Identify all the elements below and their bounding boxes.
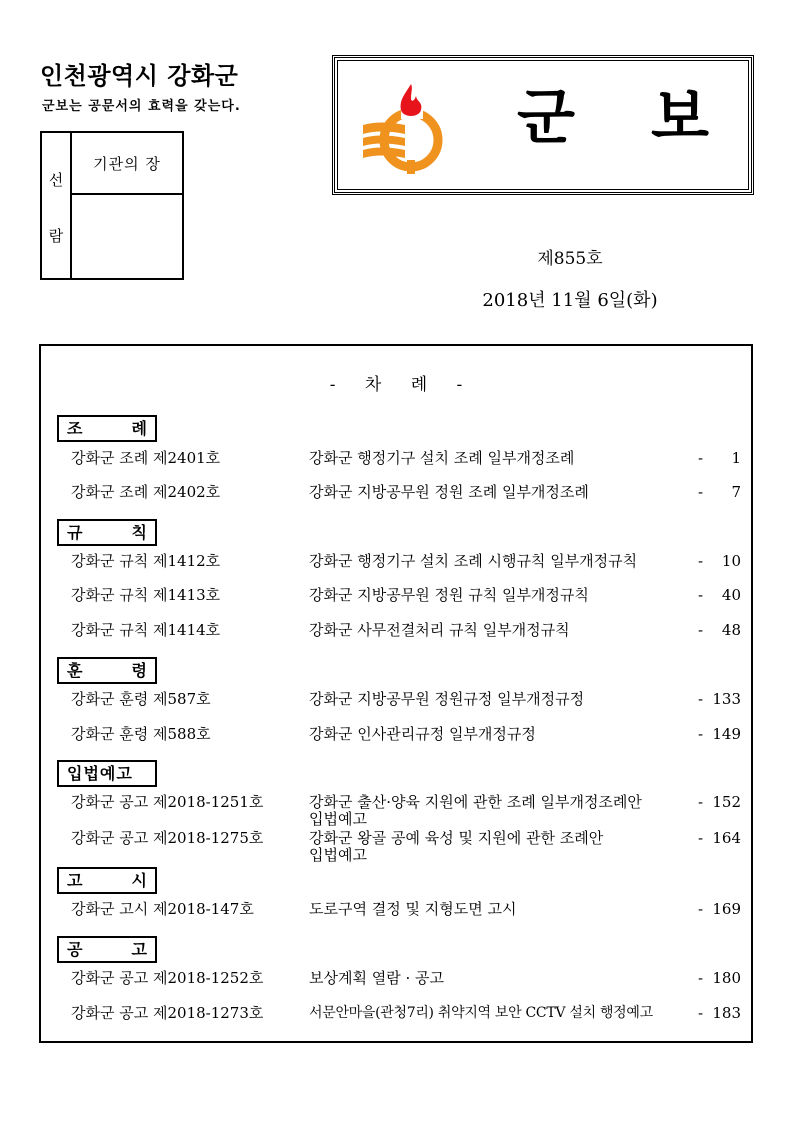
entry-number: 강화군 조례 제2402호 bbox=[71, 483, 221, 501]
entry-number: 강화군 규칙 제1414호 bbox=[71, 621, 221, 639]
entry-page: 133 bbox=[712, 690, 741, 708]
category-directive: 훈 령 bbox=[57, 657, 157, 684]
entry-title: 강화군 인사관리규정 일부개정규정 bbox=[309, 725, 536, 743]
entry-title: 강화군 행정기구 설치 조례 시행규칙 일부개정규칙 bbox=[309, 552, 638, 570]
circulation-side-label bbox=[42, 133, 72, 278]
masthead bbox=[332, 55, 754, 195]
category-legislative-notice: 입법예고 bbox=[57, 760, 157, 787]
circulation-box bbox=[40, 131, 184, 280]
entry-title: 보상계획 열람 · 공고 bbox=[309, 969, 444, 987]
category-regulation: 규 칙 bbox=[57, 519, 157, 546]
entry-title: 강화군 출산·양육 지원에 관한 조례 일부개정조례안 bbox=[309, 793, 642, 811]
masthead-title-char-1: 군 bbox=[517, 83, 575, 153]
issue-number: 제855호 bbox=[537, 249, 603, 269]
entry-number: 강화군 공고 제2018-1273호 bbox=[71, 1004, 264, 1022]
entry-title: 강화군 지방공무원 정원 조례 일부개정조례 bbox=[309, 483, 589, 501]
masthead-title-char-2: 보 bbox=[651, 83, 709, 153]
entry-page: 180 bbox=[712, 969, 741, 987]
category-announcement: 공 고 bbox=[57, 936, 157, 963]
ganghwa-county-emblem-icon bbox=[361, 80, 451, 175]
toc-title: - 차 례 - bbox=[329, 375, 463, 395]
category-ordinance: 조 례 bbox=[57, 415, 157, 442]
entry-page: 169 bbox=[712, 900, 741, 918]
entry-number: 강화군 조례 제2401호 bbox=[71, 449, 221, 467]
entry-title-line2: 입법예고 bbox=[309, 846, 367, 864]
entry-title-line2: 입법예고 bbox=[309, 810, 367, 828]
entry-page: 40 bbox=[721, 586, 741, 604]
table-of-contents: - 차 례 - 조 례 강화군 조례 제2401호 강화군 행정기구 설치 조례 일부개정조례 - 1 강화군 조례 제2402호 강화군 지방공무원 정원 조례 일부개정조례 - 7 규 칙 강화군 규칙 제1412호 강화군 행정기구 설치 조례 시행규칙 일부개정규칙 - 10 강화군 규칙 제1413호 강화군 지방공무원 정원 규칙 일부개정규칙 - 40 강화군 규칙 제1414호 강화군 사무전결처리 규칙 일부개정규칙 - 48 훈 령 강화군 훈령 제587호 강화군 지방공무원 정원규정 일부개정규정 - 133 강화군 훈령 제588호 강화군 인사관리규정 일부개정규정 - 149 입법예고 강화군 공고 제2018-1251호 강화군 출산·양육 지원에 관한 조례 일부개정조례안 - 152 입법예고 강화군 공고 제2018-1275호 강화군 왕골 공예 육성 및 지원에 관한 조례안 - 164 입법예고 고 시 강화군 고시 제2018-147호 도로구역 결정 및 지형도면 고시 - 169 공 고 강화군 공고 제2018-1252호 보상계획 열람 · 공고 - 180 강화군 공고 제2018-1273호 서문안마을(관청7리) 취약지역 보안 CCTV 설치 행정예고 - 183 bbox=[39, 344, 753, 1043]
entry-page: 164 bbox=[712, 829, 741, 847]
entry-page: 48 bbox=[721, 621, 741, 639]
entry-page: 10 bbox=[721, 552, 741, 570]
issue-date: 2018년 11월 6일(화) bbox=[482, 290, 658, 311]
entry-number: 강화군 규칙 제1412호 bbox=[71, 552, 221, 570]
entry-title: 서문안마을(관청7리) 취약지역 보안 CCTV 설치 행정예고 bbox=[309, 1005, 653, 1021]
entry-title: 강화군 지방공무원 정원 규칙 일부개정규칙 bbox=[309, 586, 589, 604]
legal-effect-notice: 군보는 공문서의 효력을 갖는다. bbox=[42, 99, 241, 114]
entry-title: 강화군 사무전결처리 규칙 일부개정규칙 bbox=[309, 621, 570, 639]
entry-page: 183 bbox=[712, 1004, 741, 1022]
entry-number: 강화군 훈령 제587호 bbox=[71, 690, 211, 708]
entry-title: 도로구역 결정 및 지형도면 고시 bbox=[309, 900, 517, 918]
entry-title: 강화군 행정기구 설치 조례 일부개정조례 bbox=[309, 449, 575, 467]
entry-number: 강화군 규칙 제1413호 bbox=[71, 586, 221, 604]
entry-number: 강화군 훈령 제588호 bbox=[71, 725, 211, 743]
entry-page: 1 bbox=[731, 449, 741, 467]
entry-page: 149 bbox=[712, 725, 741, 743]
entry-number: 강화군 고시 제2018-147호 bbox=[71, 900, 254, 918]
entry-number: 강화군 공고 제2018-1251호 bbox=[71, 793, 264, 811]
entry-page: 7 bbox=[731, 483, 741, 501]
entry-title: 강화군 왕골 공예 육성 및 지원에 관한 조례안 bbox=[309, 829, 604, 847]
entry-title: 강화군 지방공무원 정원규정 일부개정규정 bbox=[309, 690, 585, 708]
category-public-notice: 고 시 bbox=[57, 867, 157, 894]
entry-number: 강화군 공고 제2018-1252호 bbox=[71, 969, 264, 987]
side-label-bottom: 람 bbox=[48, 227, 64, 245]
agency-head-cell: 기관의 장 bbox=[72, 133, 182, 195]
entry-number: 강화군 공고 제2018-1275호 bbox=[71, 829, 264, 847]
side-label-top: 선 bbox=[48, 171, 64, 189]
org-name: 인천광역시 강화군 bbox=[40, 62, 239, 90]
entry-page: 152 bbox=[712, 793, 741, 811]
